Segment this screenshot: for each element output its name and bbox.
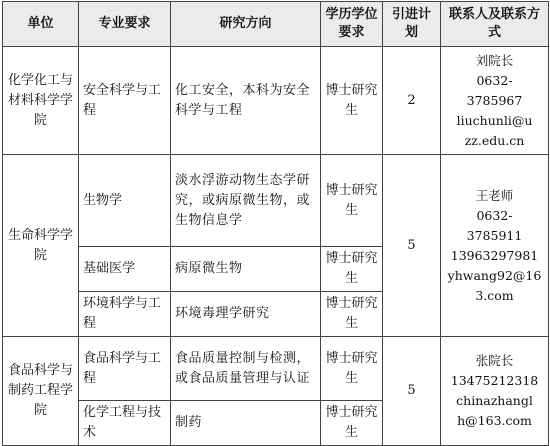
plan-cell: 2 (383, 47, 441, 155)
major-cell: 化学工程与技术 (79, 401, 171, 446)
major-cell: 安全科学与工程 (79, 47, 171, 155)
plan-cell: 5 (383, 155, 441, 337)
table-row (3, 47, 549, 155)
header-direction: 研究方向 (171, 2, 321, 47)
degree-cell: 博士研究生 (321, 401, 383, 446)
contact-line: 3785967 (466, 92, 523, 108)
degree-cell: 博士研究生 (321, 292, 383, 337)
recruitment-table (2, 1, 549, 446)
unit-name: 化学化工与材料科学学院 (3, 47, 79, 155)
direction-cell: 化工安全，本科为安全科学与工程 (171, 47, 321, 155)
direction-cell: 制药 (171, 401, 321, 446)
contact-line: 3.com (475, 287, 514, 303)
major-cell: 生物学 (79, 155, 171, 247)
contact-line: 13475212318 (450, 373, 539, 388)
contact-line: 0632- (476, 207, 513, 223)
contact-line: h@163.com (457, 413, 532, 428)
unit-name: 生命科学学院 (3, 155, 79, 337)
degree-cell: 博士研究生 (321, 155, 383, 247)
header-contact: 联系人及联系方式 (441, 2, 549, 47)
header-plan: 引进计划 (383, 2, 441, 47)
table-header-row (3, 2, 549, 47)
contact-line: yhwang92@16 (447, 267, 542, 283)
header-unit: 单位 (3, 2, 79, 47)
contact-cell (441, 47, 549, 155)
contact-cell (441, 337, 549, 446)
contact-line: 刘院长 (475, 52, 514, 68)
unit-name: 食品科学与制药工程学院 (3, 337, 79, 446)
contact-line: chinazhangl (456, 393, 533, 408)
table-row (3, 337, 549, 401)
direction-cell: 食品质量控制与检测，或食品质量管理与认证 (171, 337, 321, 401)
degree-cell: 博士研究生 (321, 247, 383, 292)
contact-line: 张院长 (475, 353, 514, 368)
contact-line: liuchunli@u (456, 112, 533, 128)
contact-line: 13963297981 (450, 247, 539, 263)
header-degree: 学历学位要求 (321, 2, 383, 47)
direction-cell: 淡水浮游动物生态学研究，或病原微生物，或生物信息学 (171, 155, 321, 247)
contact-line: zz.edu.cn (464, 132, 525, 148)
major-cell: 基础医学 (79, 247, 171, 292)
degree-cell: 博士研究生 (321, 337, 383, 401)
contact-cell (441, 155, 549, 337)
direction-cell: 病原微生物 (171, 247, 321, 292)
contact-line: 3785911 (466, 227, 523, 243)
degree-cell: 博士研究生 (321, 47, 383, 155)
direction-cell: 环境毒理学研究 (171, 292, 321, 337)
plan-cell: 5 (383, 337, 441, 446)
header-major: 专业要求 (79, 2, 171, 47)
major-cell: 食品科学与工程 (79, 337, 171, 401)
contact-line: 0632- (476, 72, 513, 88)
major-cell: 环境科学与工程 (79, 292, 171, 337)
table-row (3, 155, 549, 247)
contact-line: 王老师 (475, 187, 514, 203)
